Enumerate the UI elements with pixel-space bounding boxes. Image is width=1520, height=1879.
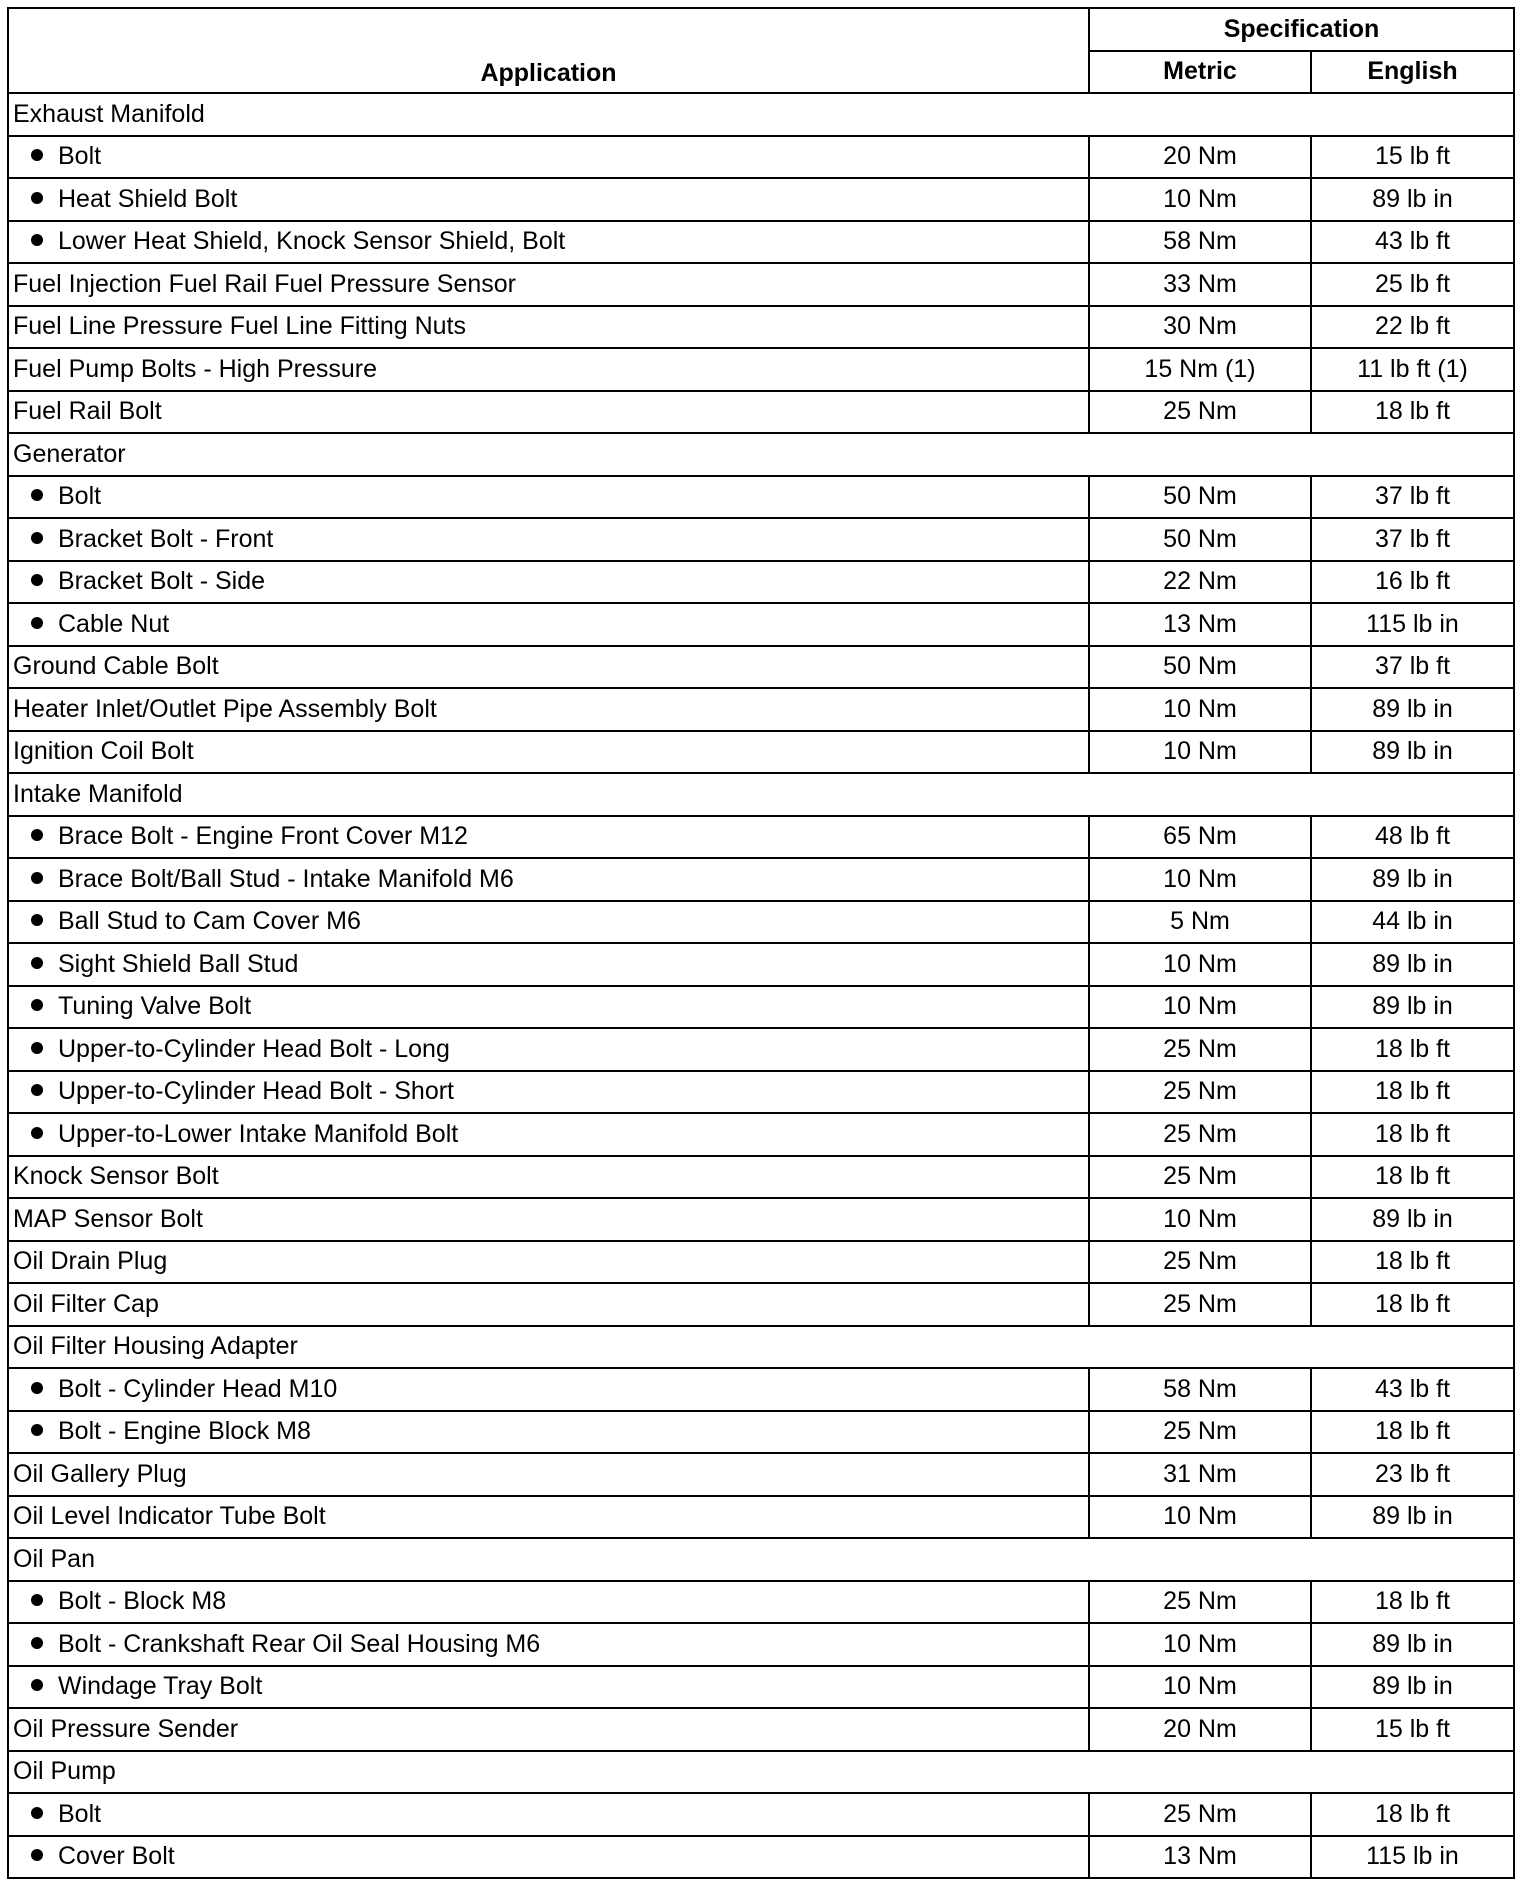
bullet-icon <box>31 829 43 841</box>
table-row <box>8 348 1514 391</box>
group-label-cell <box>8 433 1514 476</box>
english-value-cell: 37 lb ft <box>1311 646 1514 689</box>
table-row <box>8 858 1514 901</box>
application-cell <box>8 476 1089 519</box>
group-row <box>8 1326 1514 1369</box>
english-value-cell: 89 lb in <box>1311 943 1514 986</box>
application-label: Oil Drain Plug <box>13 1247 168 1276</box>
table-row <box>8 561 1514 604</box>
english-value-cell: 89 lb in <box>1311 178 1514 221</box>
english-value-cell: 43 lb ft <box>1311 221 1514 264</box>
torque-spec-table <box>7 7 1515 1879</box>
application-cell <box>8 136 1089 179</box>
group-label-cell <box>8 93 1514 136</box>
metric-value-cell: 10 Nm <box>1089 943 1311 986</box>
table-row <box>8 1836 1514 1879</box>
metric-value-cell: 25 Nm <box>1089 1071 1311 1114</box>
application-cell <box>8 1708 1089 1751</box>
application-label: Cable Nut <box>58 609 170 638</box>
application-cell <box>8 1411 1089 1454</box>
english-value-cell: 89 lb in <box>1311 986 1514 1029</box>
table-row <box>8 1198 1514 1241</box>
table-row <box>8 816 1514 859</box>
application-label: Ground Cable Bolt <box>13 652 219 681</box>
bullet-icon <box>31 617 43 629</box>
table-row <box>8 136 1514 179</box>
english-value-cell: 15 lb ft <box>1311 136 1514 179</box>
application-label: Fuel Line Pressure Fuel Line Fitting Nuts <box>13 312 466 341</box>
metric-value-cell: 25 Nm <box>1089 1283 1311 1326</box>
table-body <box>8 93 1514 1878</box>
metric-value-cell: 31 Nm <box>1089 1453 1311 1496</box>
application-cell <box>8 1793 1089 1836</box>
english-value-cell: 89 lb in <box>1311 1496 1514 1539</box>
table-row <box>8 1368 1514 1411</box>
application-cell <box>8 1198 1089 1241</box>
metric-value-cell: 50 Nm <box>1089 646 1311 689</box>
english-value-cell: 115 lb in <box>1311 603 1514 646</box>
english-value-cell: 18 lb ft <box>1311 1793 1514 1836</box>
table-header <box>8 8 1514 93</box>
group-row <box>8 773 1514 816</box>
table-row <box>8 1581 1514 1624</box>
bullet-icon <box>31 1807 43 1819</box>
application-label: Heat Shield Bolt <box>58 184 238 213</box>
table-row <box>8 1156 1514 1199</box>
bullet-icon <box>31 1594 43 1606</box>
metric-value-cell: 10 Nm <box>1089 688 1311 731</box>
table-row <box>8 178 1514 221</box>
application-label: Bolt - Crankshaft Rear Oil Seal Housing M6 <box>58 1629 541 1658</box>
table-row <box>8 943 1514 986</box>
english-value-cell: 37 lb ft <box>1311 476 1514 519</box>
application-label: Fuel Injection Fuel Rail Fuel Pressure Sensor <box>13 269 517 298</box>
table-row <box>8 391 1514 434</box>
bullet-icon <box>31 914 43 926</box>
english-value-cell: 18 lb ft <box>1311 1241 1514 1284</box>
metric-value-cell: 10 Nm <box>1089 1623 1311 1666</box>
application-cell <box>8 518 1089 561</box>
application-label: Oil Pressure Sender <box>13 1714 239 1743</box>
application-cell <box>8 646 1089 689</box>
application-cell <box>8 688 1089 731</box>
table-row <box>8 1113 1514 1156</box>
table-row <box>8 263 1514 306</box>
english-value-cell: 89 lb in <box>1311 1198 1514 1241</box>
application-cell <box>8 1156 1089 1199</box>
bullet-icon <box>31 1424 43 1436</box>
metric-value-cell: 13 Nm <box>1089 1836 1311 1879</box>
group-label-cell <box>8 1326 1514 1369</box>
english-value-cell: 22 lb ft <box>1311 306 1514 349</box>
application-cell <box>8 1028 1089 1071</box>
table-row <box>8 1496 1514 1539</box>
application-cell <box>8 1836 1089 1879</box>
metric-value-cell: 10 Nm <box>1089 1496 1311 1539</box>
application-label: Exhaust Manifold <box>13 99 205 128</box>
application-cell <box>8 263 1089 306</box>
bullet-icon <box>31 192 43 204</box>
application-cell <box>8 816 1089 859</box>
application-label: Heater Inlet/Outlet Pipe Assembly Bolt <box>13 694 437 723</box>
application-label: Sight Shield Ball Stud <box>58 949 299 978</box>
table-row <box>8 1453 1514 1496</box>
application-label: Bolt <box>58 142 102 171</box>
metric-value-cell: 5 Nm <box>1089 901 1311 944</box>
metric-value-cell: 25 Nm <box>1089 1156 1311 1199</box>
application-cell <box>8 731 1089 774</box>
application-label: Oil Level Indicator Tube Bolt <box>13 1502 326 1531</box>
application-label: Oil Filter Cap <box>13 1289 159 1318</box>
table-row <box>8 1283 1514 1326</box>
application-cell <box>8 603 1089 646</box>
metric-value-cell: 10 Nm <box>1089 178 1311 221</box>
metric-value-cell: 50 Nm <box>1089 518 1311 561</box>
metric-value-cell: 10 Nm <box>1089 986 1311 1029</box>
application-header: Application <box>8 8 1089 93</box>
application-label: Bolt - Engine Block M8 <box>58 1417 311 1446</box>
bullet-icon <box>31 1849 43 1861</box>
specification-header: Specification <box>1089 8 1514 51</box>
application-label: Knock Sensor Bolt <box>13 1162 219 1191</box>
application-cell <box>8 1368 1089 1411</box>
group-row <box>8 1538 1514 1581</box>
bullet-icon <box>31 1042 43 1054</box>
english-value-cell: 18 lb ft <box>1311 1411 1514 1454</box>
english-value-cell: 89 lb in <box>1311 731 1514 774</box>
bullet-icon <box>31 532 43 544</box>
application-label: Upper-to-Cylinder Head Bolt - Long <box>58 1034 450 1063</box>
english-value-cell: 89 lb in <box>1311 858 1514 901</box>
metric-value-cell: 58 Nm <box>1089 1368 1311 1411</box>
bullet-icon <box>31 1679 43 1691</box>
table-row <box>8 731 1514 774</box>
application-cell <box>8 1283 1089 1326</box>
bullet-icon <box>31 1084 43 1096</box>
application-cell <box>8 858 1089 901</box>
application-cell <box>8 1581 1089 1624</box>
english-value-cell: 15 lb ft <box>1311 1708 1514 1751</box>
metric-value-cell: 65 Nm <box>1089 816 1311 859</box>
group-row <box>8 93 1514 136</box>
application-cell <box>8 178 1089 221</box>
table-row <box>8 901 1514 944</box>
table-row <box>8 518 1514 561</box>
application-cell <box>8 1071 1089 1114</box>
english-value-cell: 89 lb in <box>1311 688 1514 731</box>
metric-value-cell: 25 Nm <box>1089 1581 1311 1624</box>
bullet-icon <box>31 489 43 501</box>
metric-value-cell: 10 Nm <box>1089 1666 1311 1709</box>
metric-value-cell: 25 Nm <box>1089 1793 1311 1836</box>
english-value-cell: 89 lb in <box>1311 1666 1514 1709</box>
application-label: Lower Heat Shield, Knock Sensor Shield, Bolt <box>58 227 566 256</box>
application-label: Bracket Bolt - Front <box>58 524 274 553</box>
application-label: Bolt - Block M8 <box>58 1587 227 1616</box>
application-cell <box>8 943 1089 986</box>
table-row <box>8 646 1514 689</box>
bullet-icon <box>31 1637 43 1649</box>
group-label-cell <box>8 1538 1514 1581</box>
metric-value-cell: 25 Nm <box>1089 1113 1311 1156</box>
english-value-cell: 115 lb in <box>1311 1836 1514 1879</box>
english-header: English <box>1311 51 1514 94</box>
table-row <box>8 986 1514 1029</box>
bullet-icon <box>31 149 43 161</box>
table-row <box>8 1071 1514 1114</box>
table-row <box>8 688 1514 731</box>
application-label: Upper-to-Cylinder Head Bolt - Short <box>58 1077 454 1106</box>
application-label: Generator <box>13 439 126 468</box>
application-label: Ignition Coil Bolt <box>13 737 194 766</box>
english-value-cell: 16 lb ft <box>1311 561 1514 604</box>
application-cell <box>8 986 1089 1029</box>
english-value-cell: 18 lb ft <box>1311 1283 1514 1326</box>
bullet-icon <box>31 1127 43 1139</box>
metric-value-cell: 58 Nm <box>1089 221 1311 264</box>
application-label: Tuning Valve Bolt <box>58 992 252 1021</box>
application-cell <box>8 1666 1089 1709</box>
table-row <box>8 1623 1514 1666</box>
bullet-icon <box>31 957 43 969</box>
application-label: Bolt <box>58 482 102 511</box>
application-cell <box>8 561 1089 604</box>
application-label: Bolt <box>58 1799 102 1828</box>
metric-value-cell: 15 Nm (1) <box>1089 348 1311 391</box>
application-cell <box>8 348 1089 391</box>
application-cell <box>8 306 1089 349</box>
english-value-cell: 44 lb in <box>1311 901 1514 944</box>
english-value-cell: 18 lb ft <box>1311 391 1514 434</box>
english-value-cell: 23 lb ft <box>1311 1453 1514 1496</box>
table-row <box>8 476 1514 519</box>
english-value-cell: 25 lb ft <box>1311 263 1514 306</box>
metric-value-cell: 33 Nm <box>1089 263 1311 306</box>
english-value-cell: 18 lb ft <box>1311 1028 1514 1071</box>
table-row <box>8 306 1514 349</box>
application-cell <box>8 1623 1089 1666</box>
english-value-cell: 18 lb ft <box>1311 1581 1514 1624</box>
application-label: MAP Sensor Bolt <box>13 1204 203 1233</box>
application-label: Oil Pump <box>13 1757 116 1786</box>
metric-value-cell: 10 Nm <box>1089 731 1311 774</box>
application-label: Upper-to-Lower Intake Manifold Bolt <box>58 1119 459 1148</box>
group-label-cell <box>8 1751 1514 1794</box>
application-label: Oil Pan <box>13 1544 95 1573</box>
table-row <box>8 1028 1514 1071</box>
english-value-cell: 37 lb ft <box>1311 518 1514 561</box>
bullet-icon <box>31 999 43 1011</box>
application-label: Brace Bolt - Engine Front Cover M12 <box>58 822 468 851</box>
application-cell <box>8 221 1089 264</box>
metric-value-cell: 22 Nm <box>1089 561 1311 604</box>
application-label: Bolt - Cylinder Head M10 <box>58 1374 338 1403</box>
english-value-cell: 48 lb ft <box>1311 816 1514 859</box>
metric-value-cell: 10 Nm <box>1089 858 1311 901</box>
application-label: Fuel Pump Bolts - High Pressure <box>13 354 378 383</box>
table-row <box>8 1793 1514 1836</box>
application-label: Bracket Bolt - Side <box>58 567 266 596</box>
group-row <box>8 1751 1514 1794</box>
application-label: Brace Bolt/Ball Stud - Intake Manifold M6 <box>58 864 514 893</box>
metric-value-cell: 25 Nm <box>1089 1028 1311 1071</box>
metric-value-cell: 25 Nm <box>1089 1241 1311 1284</box>
english-value-cell: 11 lb ft (1) <box>1311 348 1514 391</box>
table-row <box>8 221 1514 264</box>
metric-value-cell: 30 Nm <box>1089 306 1311 349</box>
bullet-icon <box>31 574 43 586</box>
application-cell <box>8 901 1089 944</box>
application-cell <box>8 391 1089 434</box>
application-cell <box>8 1241 1089 1284</box>
application-cell <box>8 1453 1089 1496</box>
application-label: Ball Stud to Cam Cover M6 <box>58 907 361 936</box>
english-value-cell: 89 lb in <box>1311 1623 1514 1666</box>
application-label: Windage Tray Bolt <box>58 1672 263 1701</box>
english-value-cell: 18 lb ft <box>1311 1156 1514 1199</box>
bullet-icon <box>31 872 43 884</box>
metric-header: Metric <box>1089 51 1311 94</box>
metric-value-cell: 20 Nm <box>1089 1708 1311 1751</box>
application-label: Oil Gallery Plug <box>13 1459 187 1488</box>
metric-value-cell: 25 Nm <box>1089 391 1311 434</box>
metric-value-cell: 13 Nm <box>1089 603 1311 646</box>
application-cell <box>8 1113 1089 1156</box>
metric-value-cell: 50 Nm <box>1089 476 1311 519</box>
header-row-top <box>8 8 1514 51</box>
table-row <box>8 1708 1514 1751</box>
application-label: Fuel Rail Bolt <box>13 397 162 426</box>
application-cell <box>8 1496 1089 1539</box>
table-row <box>8 1411 1514 1454</box>
table-row <box>8 1241 1514 1284</box>
english-value-cell: 18 lb ft <box>1311 1071 1514 1114</box>
english-value-cell: 18 lb ft <box>1311 1113 1514 1156</box>
application-label: Cover Bolt <box>58 1842 175 1871</box>
application-label: Intake Manifold <box>13 779 183 808</box>
group-row <box>8 433 1514 476</box>
bullet-icon <box>31 234 43 246</box>
metric-value-cell: 20 Nm <box>1089 136 1311 179</box>
application-label: Oil Filter Housing Adapter <box>13 1332 298 1361</box>
table-row <box>8 1666 1514 1709</box>
metric-value-cell: 25 Nm <box>1089 1411 1311 1454</box>
bullet-icon <box>31 1382 43 1394</box>
metric-value-cell: 10 Nm <box>1089 1198 1311 1241</box>
english-value-cell: 43 lb ft <box>1311 1368 1514 1411</box>
group-label-cell <box>8 773 1514 816</box>
table-row <box>8 603 1514 646</box>
